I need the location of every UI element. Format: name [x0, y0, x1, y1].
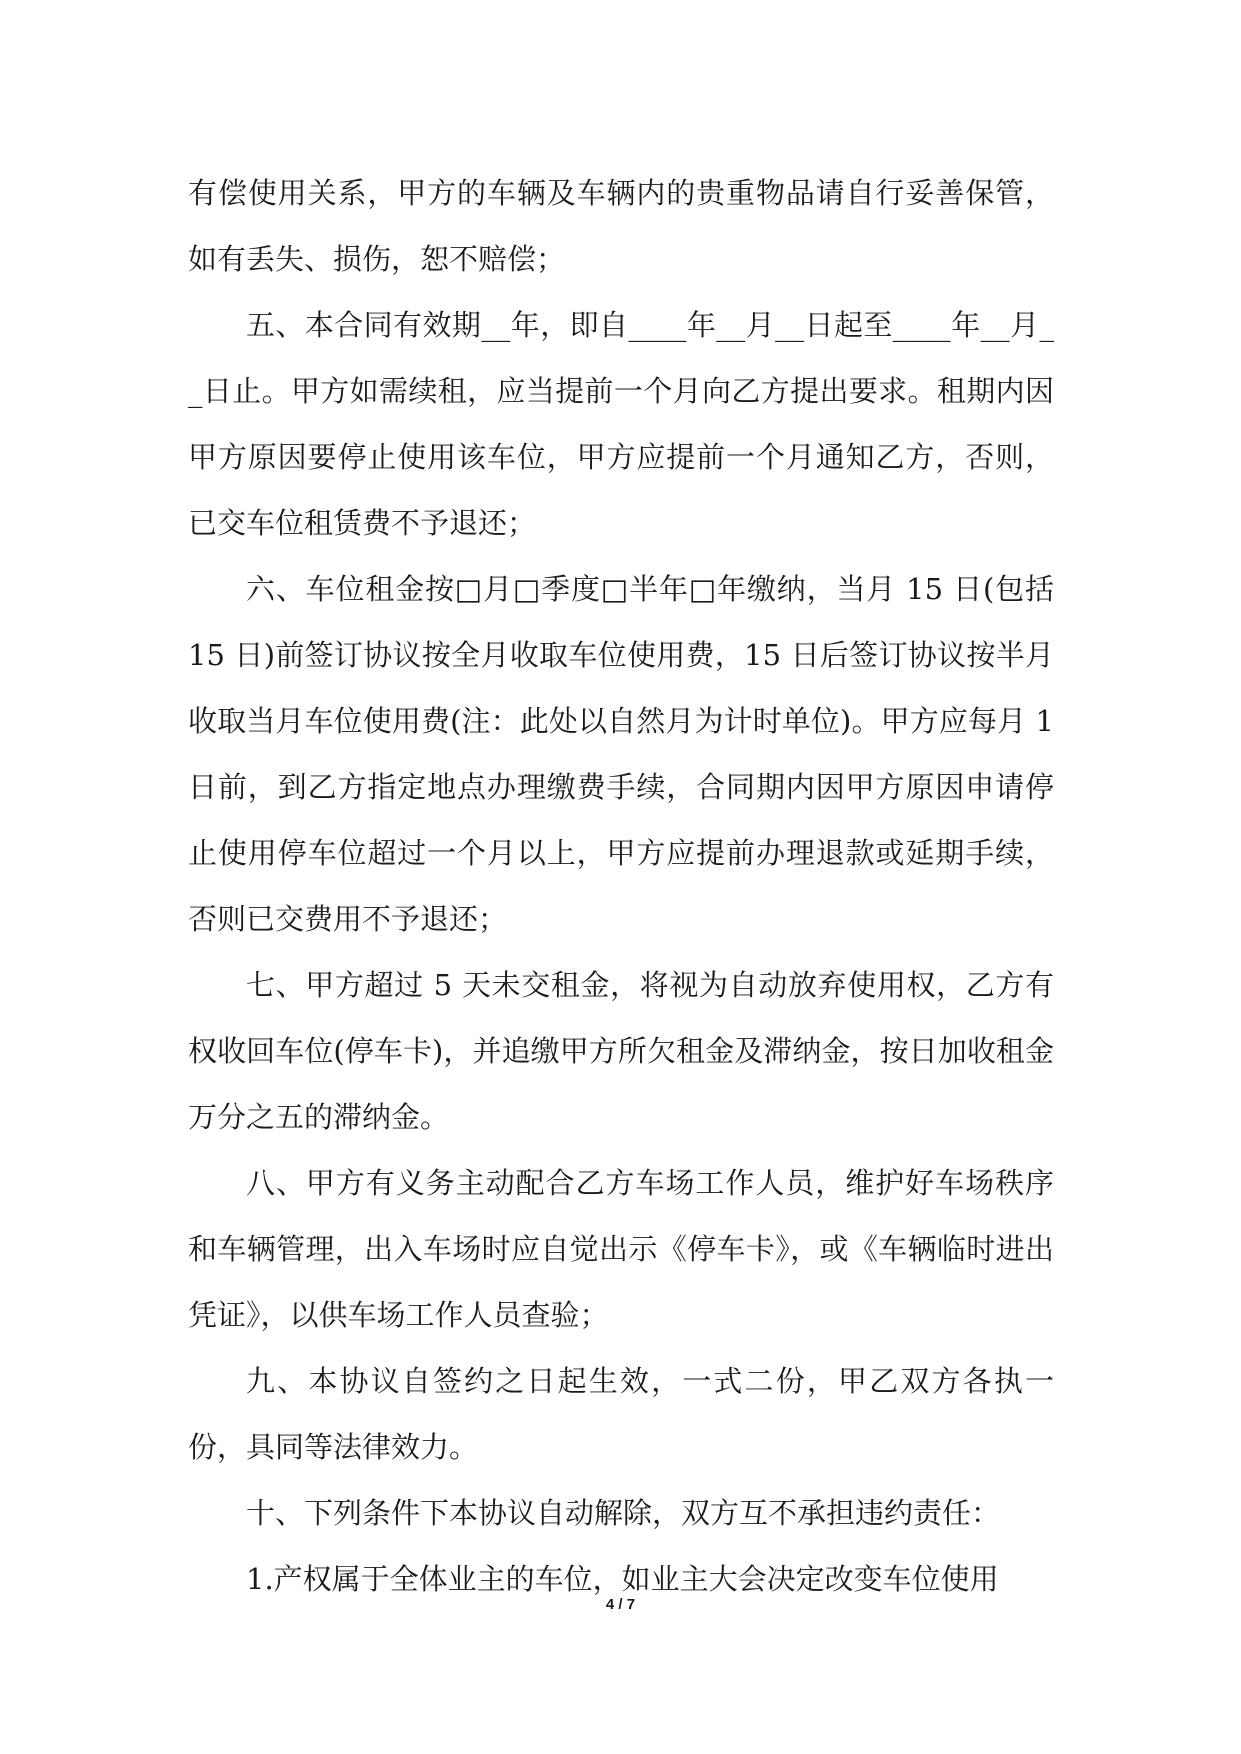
paragraph-continued: 有偿使用关系，甲方的车辆及车辆内的贵重物品请自行妥善保管，如有丢失、损伤，恕不赔偿；	[188, 176, 1054, 276]
paragraph-clause-9: 九、本协议自签约之日起生效，一式二份，甲乙双方各执一份，具同等法律效力。	[188, 1364, 1054, 1464]
document-body	[188, 160, 1054, 1612]
page-number: 4 / 7	[605, 1596, 636, 1613]
paragraph-clause-7: 七、甲方超过 5 天未交租金，将视为自动放弃使用权，乙方有权收回车位(停车卡)，并追缴甲方所欠租金及滞纳金，按日加收租金万分之五的滞纳金。	[188, 968, 1054, 1134]
paragraph-clause-10: 十、下列条件下本协议自动解除，双方互不承担违约责任：	[246, 1496, 1001, 1530]
paragraph-clause-8: 八、甲方有义务主动配合乙方车场工作人员，维护好车场秩序和车辆管理，出入车场时应自觉出示《停车卡》，或《车辆临时进出凭证》，以供车场工作人员查验；	[188, 1166, 1054, 1332]
paragraph-item-1: 1.产权属于全体业主的车位，如业主大会决定改变车位使用	[246, 1562, 999, 1596]
paragraph-clause-6: 六、车位租金按□月□季度□半年□年缴纳，当月 15 日(包括 15 日)前签订协议按全月收取车位使用费，15 日后签订协议按半月收取当月车位使用费(注：此处以自然月为计时单位)。甲方应每月 1 日前，到乙方指定地点办理缴费手续，合同期内因甲方原因申请停止使用停车位超过一个月以上，甲方应提前办理退款或延期手续，否则已交费用不予退还；	[188, 572, 1054, 936]
paragraph-clause-5: 五、本合同有效期__年，即自____年__月__日起至____年__月__日止。甲方如需续租，应当提前一个月向乙方提出要求。租期内因甲方原因要停止使用该车位，甲方应提前一个月通知乙方，否则，已交车位租赁费不予退还；	[188, 308, 1054, 540]
